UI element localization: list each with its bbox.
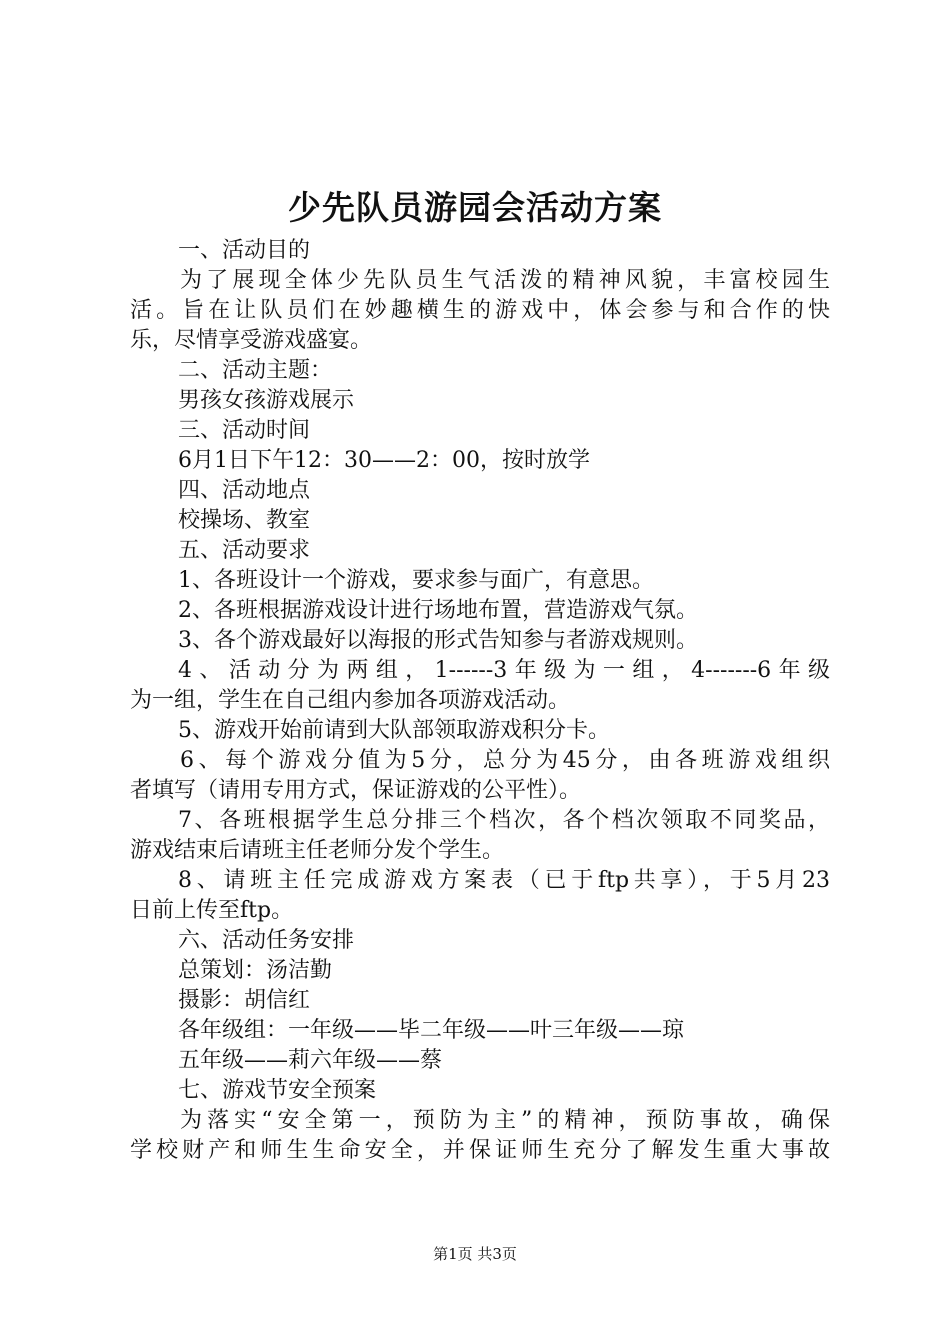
section-heading-safety: 七、游戏节安全预案 (178, 1078, 377, 1103)
document-title: 少先队员游园会活动方案 (288, 188, 662, 227)
list-item: 1、各班设计一个游戏，要求参与面广，有意思。 (178, 568, 654, 593)
list-item: 2、各班根据游戏设计进行场地布置，营造游戏气氛。 (178, 598, 698, 623)
paragraph-line: 为落实“安全第一，预防为主”的精神，预防事故，确保 (180, 1108, 830, 1133)
list-item-continuation: 为一组，学生在自己组内参加各项游戏活动。 (130, 688, 571, 713)
list-item: 7、各班根据学生总分排三个档次，各个档次领取不同奖品， (178, 808, 830, 833)
list-item-continuation: 日前上传至ftp。 (130, 898, 294, 923)
section-heading-theme: 二、活动主题： (178, 358, 333, 383)
section-heading-time: 三、活动时间 (178, 418, 311, 443)
section-heading-tasks: 六、活动任务安排 (178, 928, 355, 953)
paragraph-line: 五年级——莉六年级——蔡 (178, 1048, 443, 1073)
section-heading-location: 四、活动地点 (178, 478, 311, 503)
section-heading-purpose: 一、活动目的 (178, 238, 311, 263)
list-item: 4、活动分为两组，1------3年级为一组，4-------6年级 (178, 658, 830, 683)
paragraph-line: 摄影：胡信红 (178, 988, 311, 1013)
list-item: 5、游戏开始前请到大队部领取游戏积分卡。 (178, 718, 610, 743)
list-item-continuation: 者填写（请用专用方式，保证游戏的公平性）。 (130, 778, 582, 803)
paragraph-line: 为了展现全体少先队员生气活泼的精神风貌，丰富校园生 (180, 268, 830, 293)
list-item: 6、每个游戏分值为5分，总分为45分，由各班游戏组织 (180, 748, 830, 773)
paragraph-line: 6月1日下午12：30——2：00，按时放学 (178, 448, 590, 473)
paragraph-line: 学校财产和师生生命安全，并保证师生充分了解发生重大事故 (130, 1138, 830, 1163)
paragraph-line: 男孩女孩游戏展示 (178, 388, 355, 413)
document-body (130, 236, 830, 1166)
list-item: 8、请班主任完成游戏方案表（已于ftp共享），于5月23 (178, 868, 830, 893)
section-heading-requirements: 五、活动要求 (178, 538, 311, 563)
paragraph-line: 各年级组：一年级——毕二年级——叶三年级——琼 (178, 1018, 685, 1043)
paragraph-line: 总策划：汤洁勤 (178, 958, 333, 983)
list-item: 3、各个游戏最好以海报的形式告知参与者游戏规则。 (178, 628, 698, 653)
page-number-footer: 第1页 共3页 (433, 1245, 517, 1263)
paragraph-line: 校操场、教室 (178, 508, 311, 533)
list-item-continuation: 游戏结束后请班主任老师分发个学生。 (130, 838, 505, 863)
paragraph-line: 乐，尽情享受游戏盛宴。 (130, 328, 373, 353)
paragraph-line: 活。旨在让队员们在妙趣横生的游戏中，体会参与和合作的快 (130, 298, 830, 323)
